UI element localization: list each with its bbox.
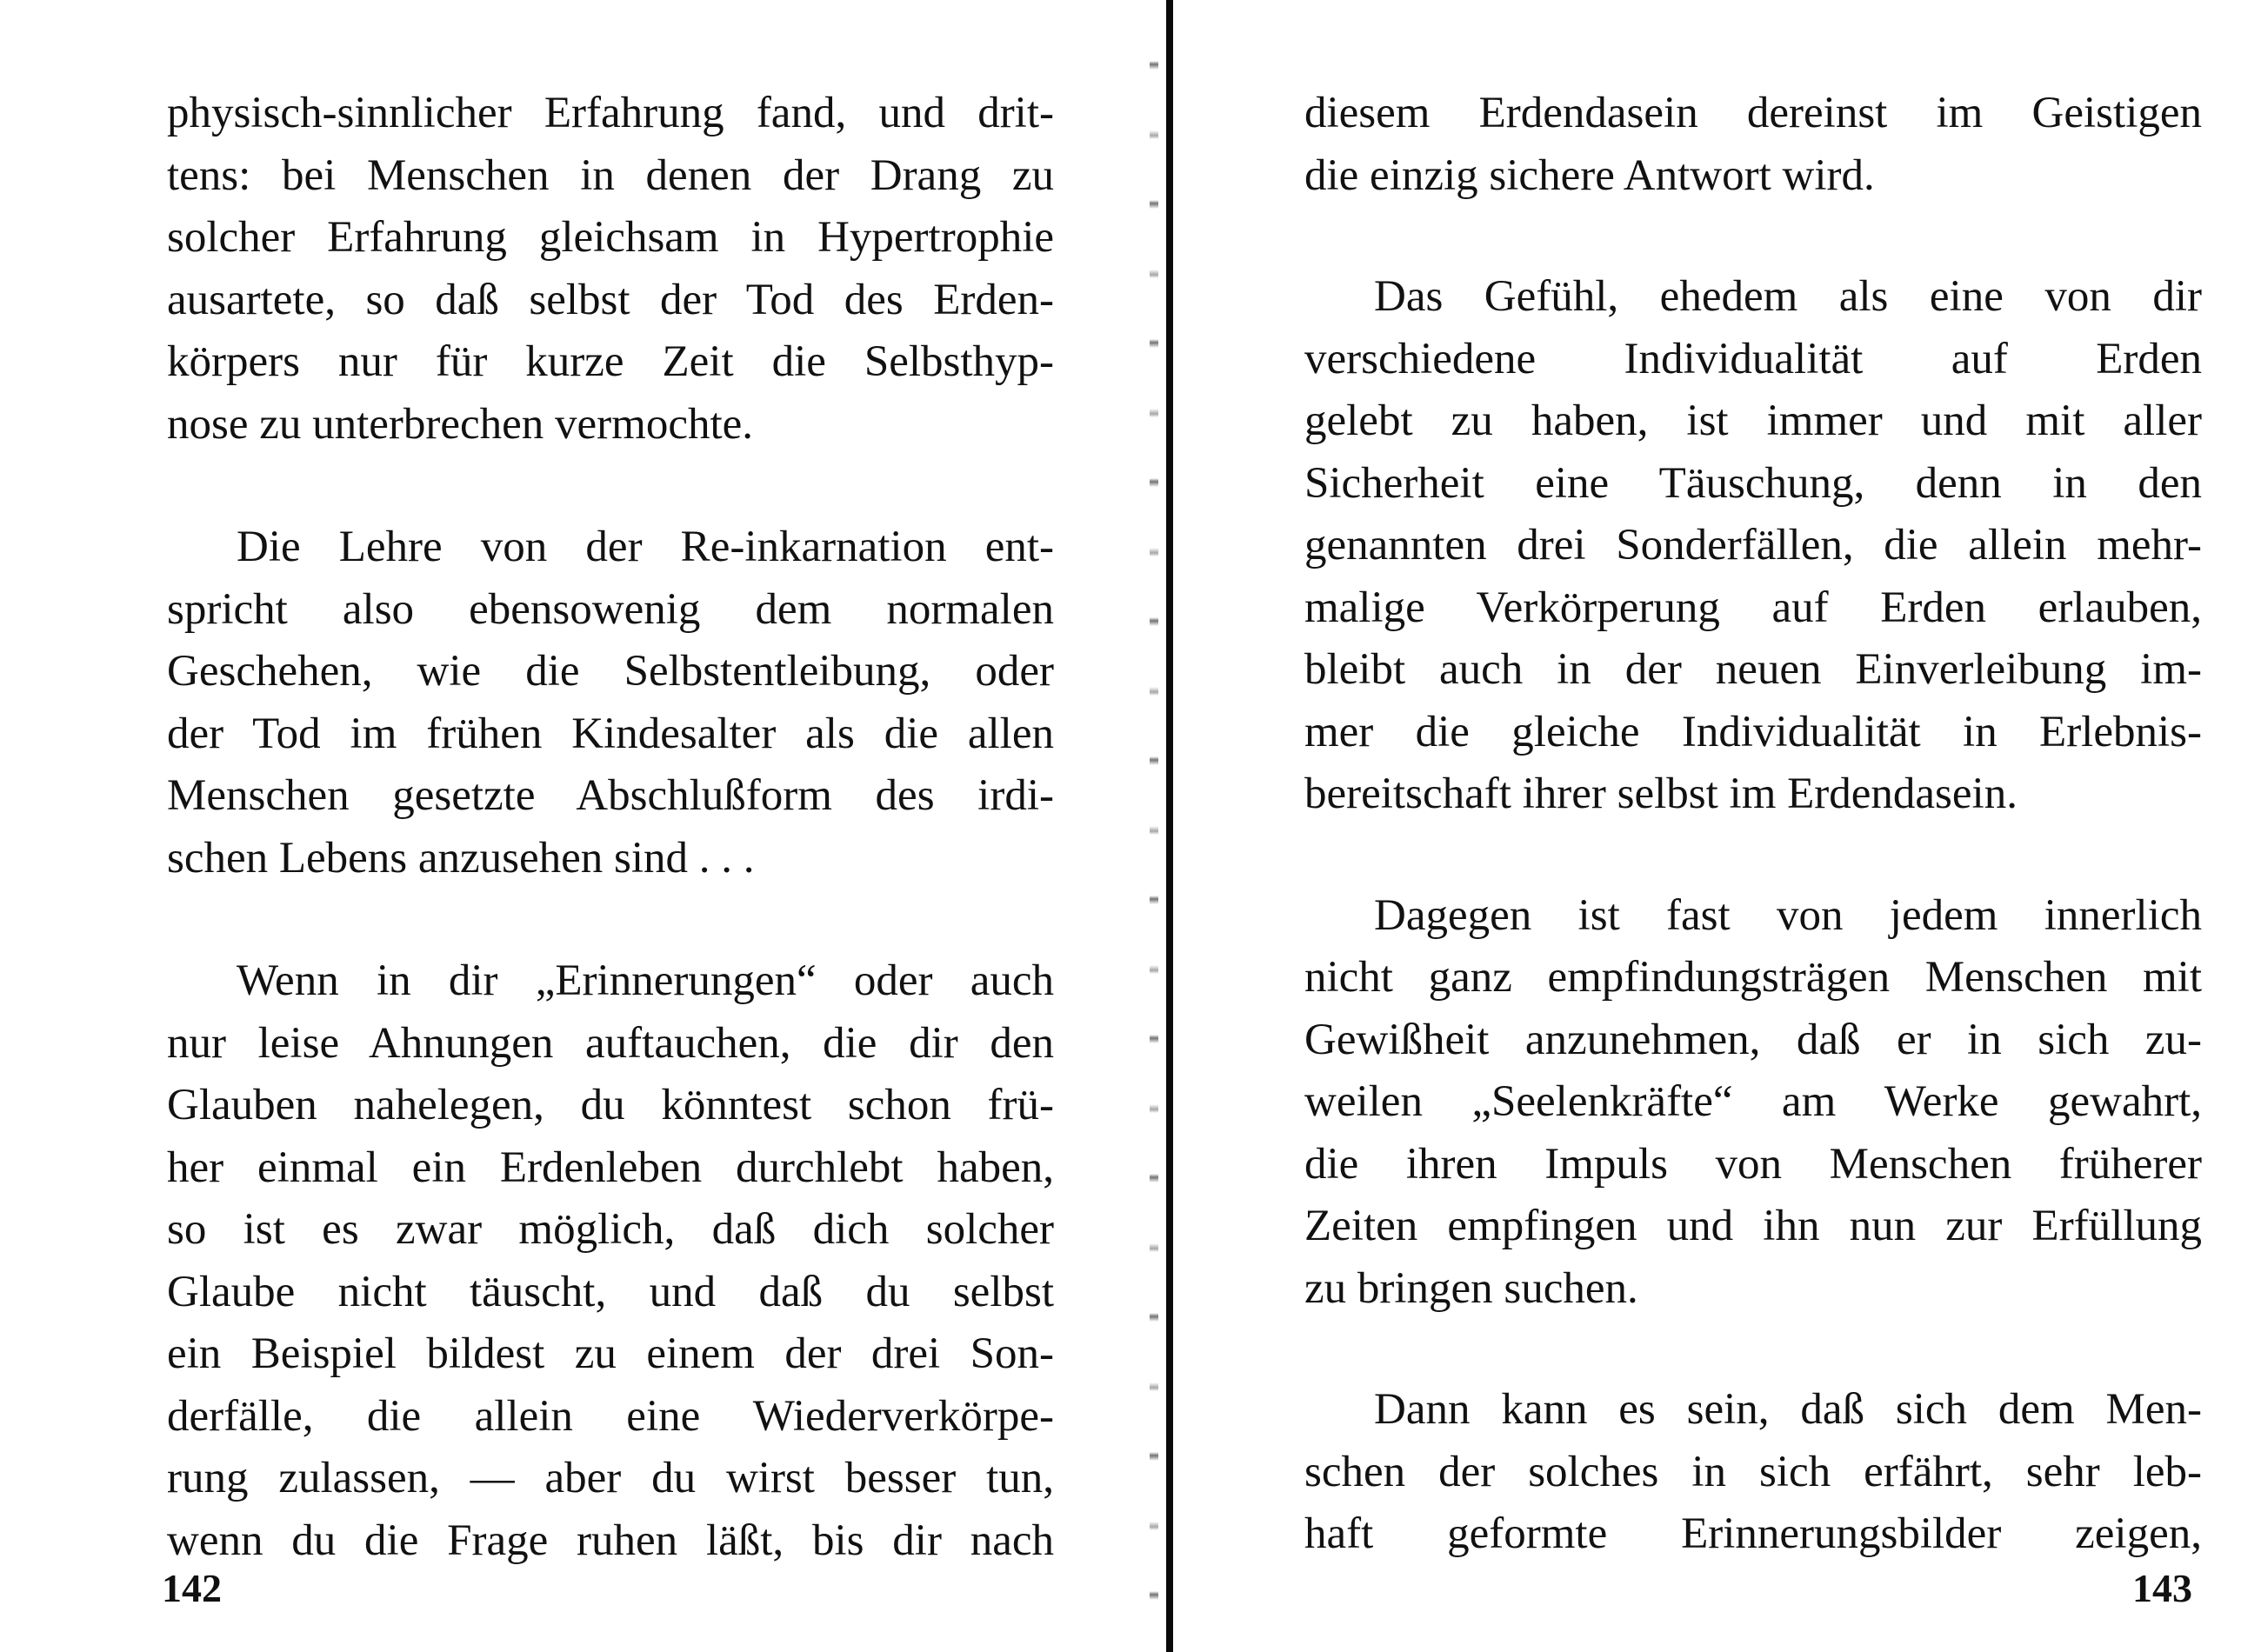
paragraph-gap [1304, 207, 2202, 266]
paragraph [1304, 885, 2202, 1321]
text-line: genannten drei Sonderfällen, die allein mehr- [1304, 521, 2202, 570]
text-line: schen der solches in sich erfährt, sehr leb- [1304, 1447, 2202, 1496]
text-line: solcher Erfahrung gleichsam in Hypertrophie [167, 213, 1054, 262]
text-line: wenn du die Frage ruhen läßt, bis dir nach [167, 1515, 1054, 1565]
paragraph-gap [167, 456, 1054, 516]
text-line: die einzig sichere Antwort wird. [1304, 150, 1875, 200]
text-line: Dagegen ist fast von jedem innerlich [1374, 890, 2202, 940]
text-line: Glauben nahelegen, du könntest schon frü- [167, 1081, 1054, 1129]
text-line: weilen „Seelenkräfte“ am Werke gewahrt, [1304, 1077, 2202, 1126]
page-number-right: 143 [2132, 1566, 2192, 1610]
text-line: spricht also ebensowenig dem normalen [167, 584, 1054, 634]
paragraph [167, 950, 1054, 1572]
text-line: Sicherheit eine Täuschung, denn in den [1304, 458, 2202, 508]
text-line: schen Lebens anzusehen sind . . . [167, 833, 755, 883]
text-line: derfälle, die allein eine Wiederverkörpe- [167, 1391, 1054, 1441]
text-line: zu bringen suchen. [1304, 1263, 1638, 1313]
paragraph [167, 83, 1054, 456]
paragraph-gap [1304, 1320, 2202, 1379]
page-number-left: 142 [162, 1566, 222, 1610]
text-line: Menschen gesetzte Abschlußform des irdi- [167, 771, 1054, 820]
text-line: bereitschaft ihrer selbst im Erdendasein. [1304, 769, 2018, 818]
text-line: rung zulassen, — aber du wirst besser tun, [167, 1454, 1054, 1502]
text-line: verschiedene Individualität auf Erden [1304, 334, 2202, 383]
text-line: nur leise Ahnungen auftauchen, die dir den [167, 1018, 1054, 1068]
paragraph [1304, 1379, 2202, 1566]
text-line: so ist es zwar möglich, daß dich solcher [167, 1205, 1054, 1254]
text-line: Das Gefühl, ehedem als eine von dir [1374, 272, 2202, 321]
text-line: Zeiten empfingen und ihn nun zur Erfüllung [1304, 1202, 2202, 1250]
text-line: der Tod im frühen Kindesalter als die allen [167, 709, 1054, 758]
text-line: haft geformte Erinnerungsbilder zeigen, [1304, 1509, 2202, 1558]
text-line: mer die gleiche Individualität in Erlebnis- [1304, 707, 2202, 756]
text-line: Gewißheit anzunehmen, daß er in sich zu- [1304, 1015, 2202, 1064]
text-line: diesem Erdendasein dereinst im Geistigen [1304, 89, 2202, 137]
text-line: Glaube nicht täuscht, und daß du selbst [167, 1267, 1054, 1316]
paragraph [167, 516, 1054, 889]
gutter-shadow [1150, 0, 1158, 1652]
text-line: ein Beispiel bildest zu einem der drei Son- [167, 1329, 1054, 1378]
text-line: physisch-sinnlicher Erfahrung fand, und drit- [167, 89, 1054, 137]
left-page [167, 83, 1054, 1572]
text-line: malige Verkörperung auf Erden erlauben, [1304, 583, 2202, 632]
text-line: Dann kann es sein, daß sich dem Men- [1374, 1385, 2202, 1434]
paragraph-gap [167, 889, 1054, 950]
text-line: her einmal ein Erdenleben durchlebt haben, [167, 1142, 1054, 1192]
text-line: tens: bei Menschen in denen der Drang zu [167, 150, 1054, 200]
book-gutter [1166, 0, 1173, 1652]
text-line: ausartete, so daß selbst der Tod des Erden- [167, 275, 1054, 324]
paragraph-gap [1304, 826, 2202, 885]
text-line: gelebt zu haben, ist immer und mit aller [1304, 396, 2202, 445]
text-line: die ihren Impuls von Menschen früherer [1304, 1139, 2202, 1189]
text-line: nicht ganz empfindungsträgen Menschen mit [1304, 953, 2202, 1002]
paragraph [1304, 266, 2202, 826]
text-line: nose zu unterbrechen vermochte. [167, 399, 754, 449]
text-line: Wenn in dir „Erinnerungen“ oder auch [237, 956, 1054, 1005]
text-line: bleibt auch in der neuen Einverleibung im- [1304, 645, 2202, 694]
paragraph [1304, 83, 2202, 207]
right-page [1304, 83, 2202, 1566]
text-line: Geschehen, wie die Selbstentleibung, oder [167, 647, 1054, 696]
text-line: körpers nur für kurze Zeit die Selbsthyp- [167, 337, 1054, 386]
text-line: Die Lehre von der Re-inkarnation ent- [237, 523, 1054, 571]
